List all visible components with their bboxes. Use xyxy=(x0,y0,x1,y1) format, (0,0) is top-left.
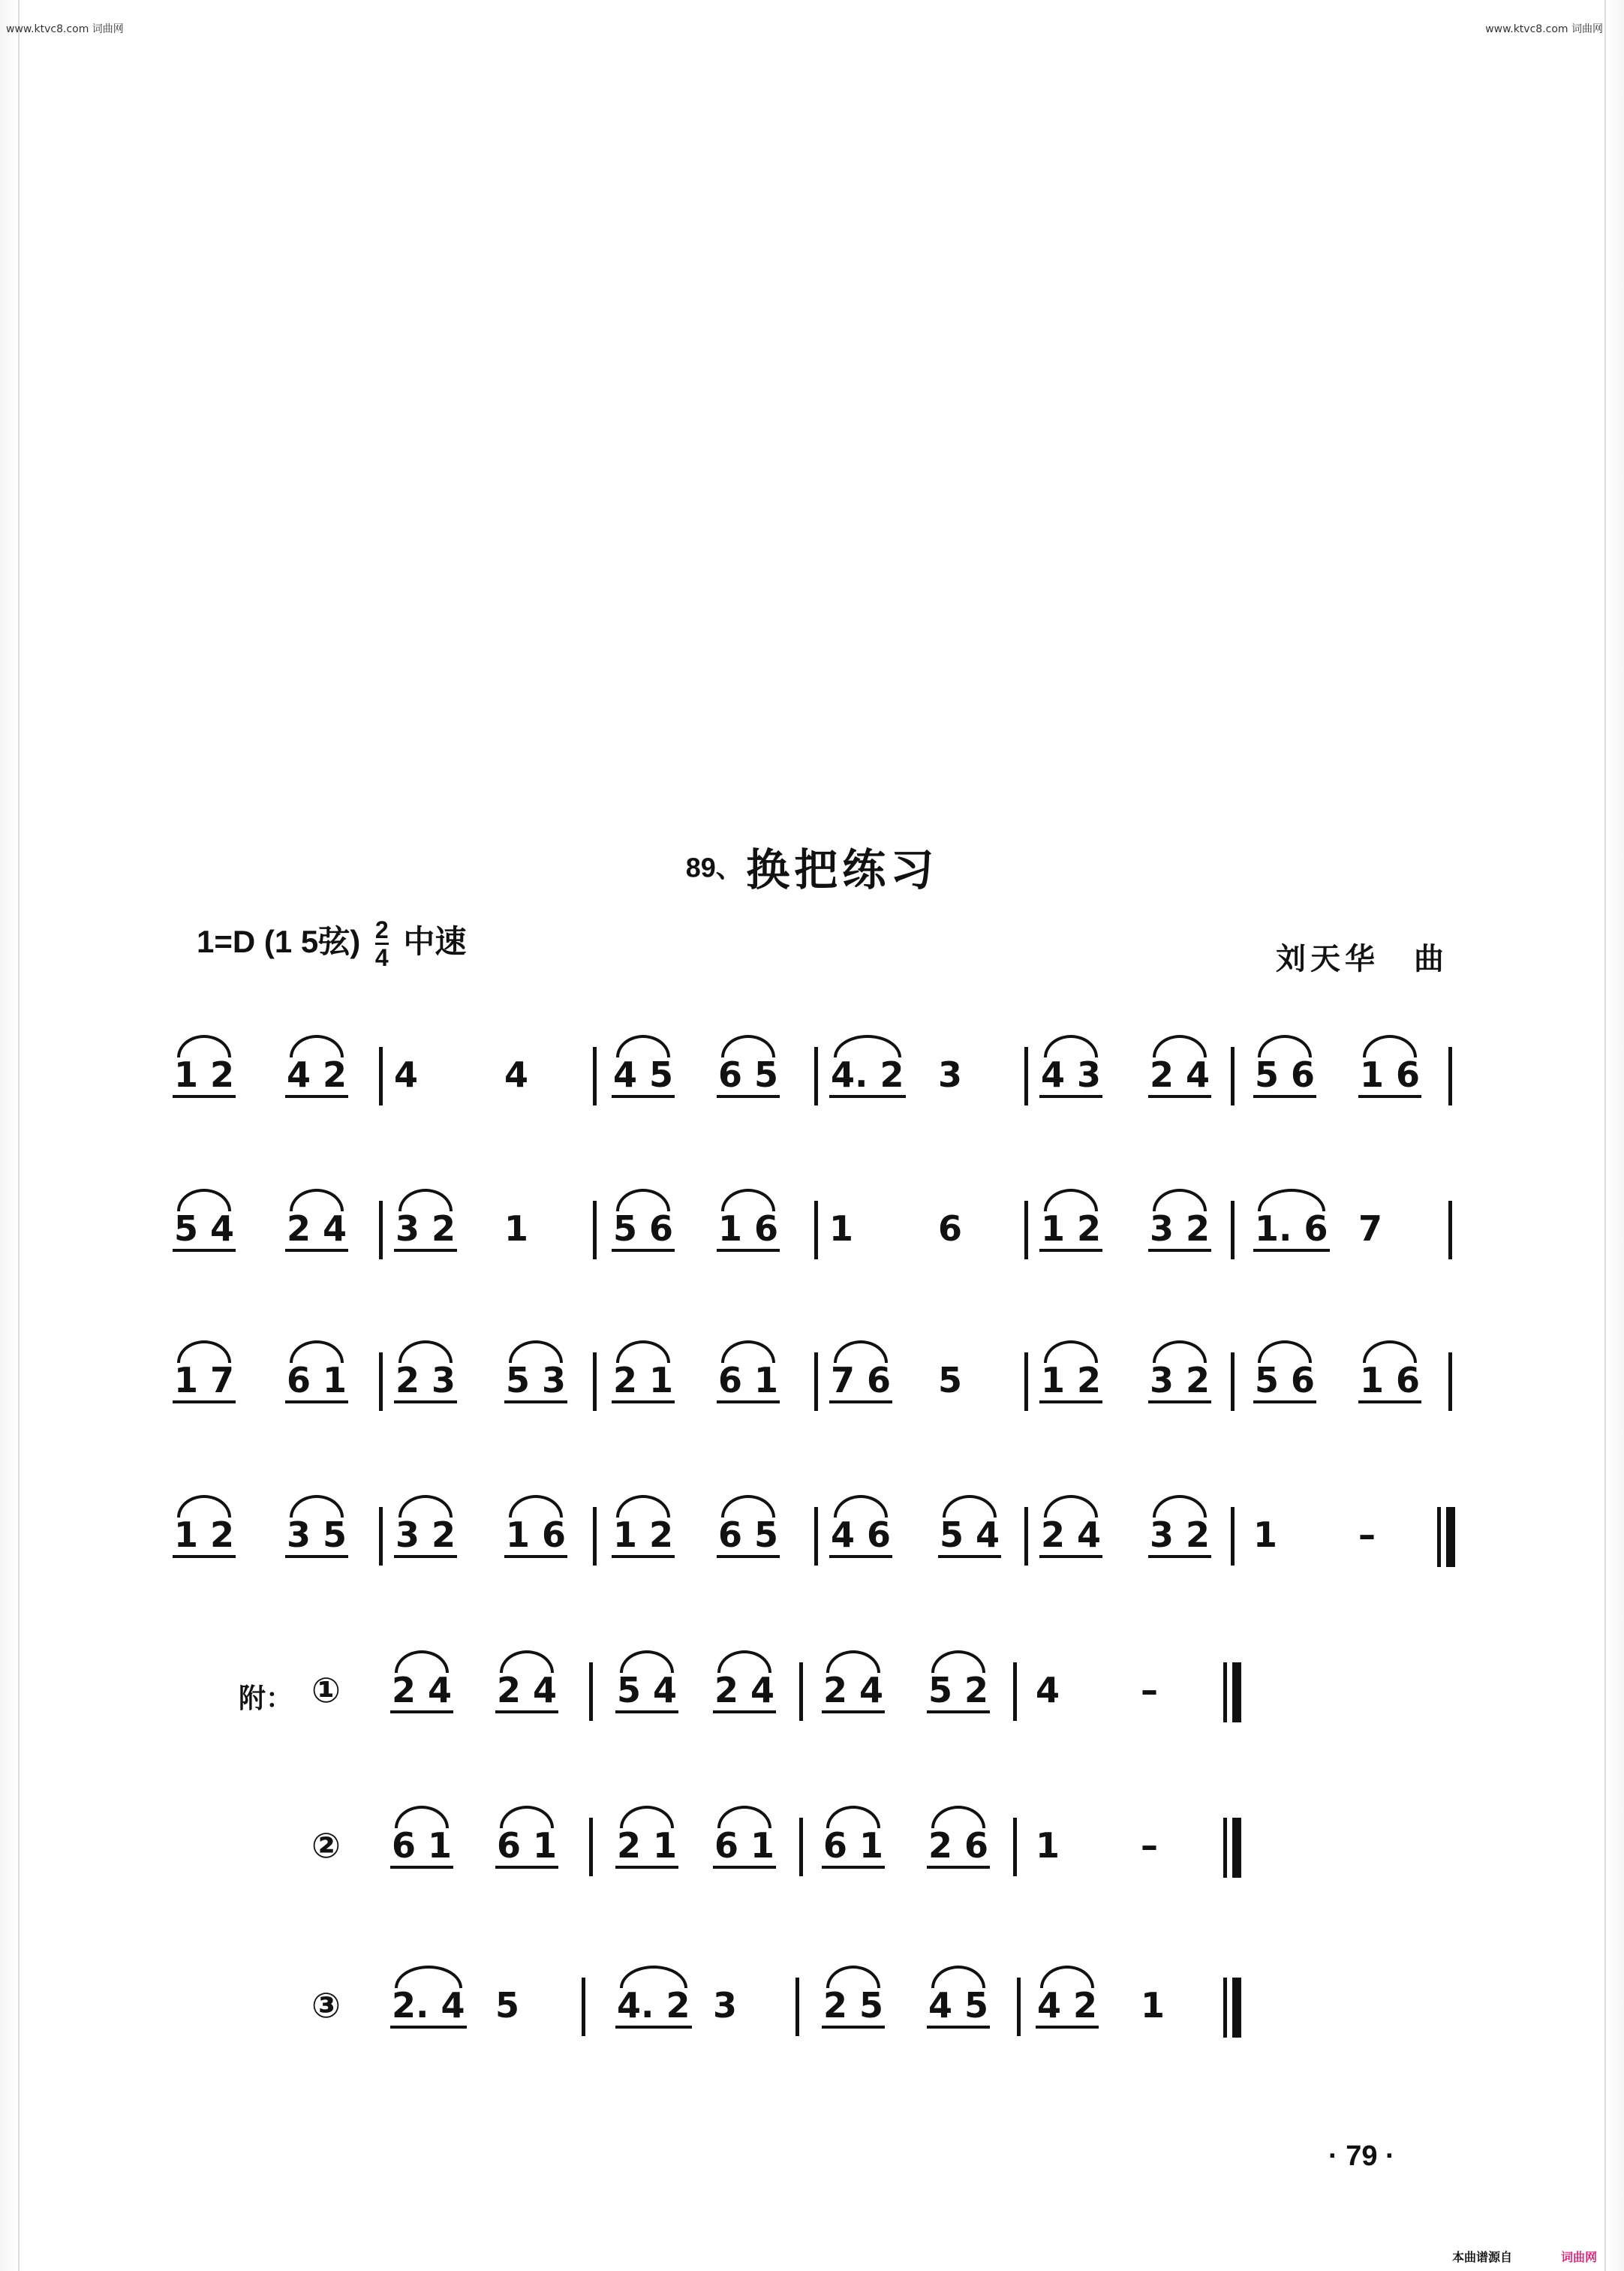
title-name: 换把练习 xyxy=(746,844,939,895)
note-group: 1 2 xyxy=(1039,1360,1102,1403)
note-group: 1 xyxy=(1036,1825,1060,1866)
note-group: 1 xyxy=(504,1208,529,1249)
note-group: 1 2 xyxy=(1039,1208,1102,1252)
note-group: 1 2 xyxy=(173,1054,236,1098)
appendix-number: ③ xyxy=(311,1985,341,2026)
note-group: 7 xyxy=(1358,1208,1383,1249)
note-group: 6 1 xyxy=(717,1360,780,1403)
barline xyxy=(593,1047,597,1105)
note-group: – xyxy=(1141,1825,1158,1866)
note-group: 1 6 xyxy=(717,1208,780,1252)
note-group: 3 xyxy=(713,1985,738,2026)
note-group: 5 4 xyxy=(615,1670,678,1713)
note-group: 1 xyxy=(829,1208,854,1249)
appendix-number: ② xyxy=(311,1825,341,1866)
barline xyxy=(379,1352,383,1411)
note-group: – xyxy=(1141,1670,1158,1710)
note-group: 4 xyxy=(1036,1670,1060,1710)
note-group: 4 3 xyxy=(1039,1054,1102,1098)
note-group: 3 2 xyxy=(394,1515,457,1558)
note-group: 5 6 xyxy=(1253,1054,1316,1098)
note-group: 2 4 xyxy=(495,1670,558,1713)
barline xyxy=(589,1662,593,1721)
note-group: 3 2 xyxy=(1148,1515,1211,1558)
barline xyxy=(1024,1201,1028,1259)
note-group: 2 4 xyxy=(1039,1515,1102,1558)
barline xyxy=(799,1662,803,1721)
note-group: 2 3 xyxy=(394,1360,457,1403)
barline xyxy=(1448,1047,1452,1105)
note-group: 1 xyxy=(1253,1515,1278,1555)
note-group: 5 3 xyxy=(504,1360,567,1403)
barline xyxy=(814,1352,818,1411)
note-group: 5 6 xyxy=(1253,1360,1316,1403)
appendix-number: ① xyxy=(311,1670,341,1710)
note-group: 1 2 xyxy=(173,1515,236,1558)
barline xyxy=(1024,1047,1028,1105)
barline xyxy=(1231,1047,1235,1105)
note-group: 6 1 xyxy=(495,1825,558,1869)
barline xyxy=(1448,1201,1452,1259)
key-signature xyxy=(197,917,466,970)
note-group: 2 4 xyxy=(822,1670,885,1713)
note-group: 6 1 xyxy=(822,1825,885,1869)
watermark-right: www.ktvc8.com 词曲网 xyxy=(1485,23,1603,35)
note-group: 1 7 xyxy=(173,1360,236,1403)
note-group: 3 2 xyxy=(394,1208,457,1252)
barline xyxy=(593,1352,597,1411)
score-title xyxy=(0,835,1624,898)
note-group: 4. 2 xyxy=(615,1985,692,2029)
time-bottom: 4 xyxy=(374,944,389,972)
note-group: 2 1 xyxy=(615,1825,678,1869)
note-group: 6 xyxy=(938,1208,963,1249)
barline xyxy=(1231,1352,1235,1411)
barline xyxy=(1017,1978,1021,2036)
note-group: 1 2 xyxy=(612,1515,675,1558)
note-group: 5 6 xyxy=(612,1208,675,1252)
barline xyxy=(593,1507,597,1566)
barline xyxy=(589,1818,593,1876)
barline xyxy=(1231,1507,1235,1566)
note-group: 4 6 xyxy=(829,1515,892,1558)
note-group: 3 xyxy=(938,1054,963,1095)
note-group: 4 xyxy=(504,1054,529,1095)
note-group: 6 5 xyxy=(717,1054,780,1098)
left-page-edge xyxy=(0,0,20,2271)
note-group: 4 xyxy=(394,1054,419,1095)
note-group: 1 6 xyxy=(504,1515,567,1558)
note-group: 3 2 xyxy=(1148,1208,1211,1252)
footer-site: 词曲网 xyxy=(1561,2251,1598,2264)
note-group: 5 2 xyxy=(927,1670,990,1713)
barline xyxy=(593,1201,597,1259)
barline xyxy=(582,1978,585,2036)
note-group: 5 xyxy=(938,1360,963,1400)
barline xyxy=(1448,1352,1452,1411)
note-group: 2 4 xyxy=(1148,1054,1211,1098)
note-group: 4. 2 xyxy=(829,1054,906,1098)
barline xyxy=(814,1201,818,1259)
note-group: 7 6 xyxy=(829,1360,892,1403)
page-number: · 79 · xyxy=(1328,2140,1395,2172)
note-group: 5 4 xyxy=(938,1515,1001,1558)
barline xyxy=(379,1201,383,1259)
note-group: 6 1 xyxy=(390,1825,453,1869)
time-signature xyxy=(375,917,389,970)
note-group: 6 1 xyxy=(713,1825,776,1869)
note-group: 4 2 xyxy=(1036,1985,1099,2029)
note-group: 1 6 xyxy=(1358,1360,1421,1403)
tempo-marking: 中速 xyxy=(403,924,467,959)
barline xyxy=(379,1507,383,1566)
barline xyxy=(379,1047,383,1105)
barline xyxy=(1024,1507,1028,1566)
note-group: 2 5 xyxy=(822,1985,885,2029)
note-group: 2 4 xyxy=(713,1670,776,1713)
key-prefix: 1=D (1 5弦) xyxy=(197,924,361,959)
note-group: – xyxy=(1358,1515,1376,1555)
note-group: 6 5 xyxy=(717,1515,780,1558)
note-group: 5 xyxy=(495,1985,520,2026)
watermark-left: www.ktvc8.com 词曲网 xyxy=(6,23,124,35)
note-group: 2 1 xyxy=(612,1360,675,1403)
appendix-label: 附： xyxy=(239,1683,293,1714)
barline xyxy=(1013,1662,1017,1721)
note-group: 3 2 xyxy=(1148,1360,1211,1403)
barline xyxy=(795,1978,799,2036)
note-group: 6 1 xyxy=(285,1360,348,1403)
note-group: 3 5 xyxy=(285,1515,348,1558)
note-group: 1 xyxy=(1141,1985,1165,2026)
barline xyxy=(799,1818,803,1876)
note-group: 1 6 xyxy=(1358,1054,1421,1098)
time-top: 2 xyxy=(374,916,389,944)
right-page-edge xyxy=(1604,0,1624,2271)
note-group: 1. 6 xyxy=(1253,1208,1330,1252)
note-group: 2. 4 xyxy=(390,1985,467,2029)
barline xyxy=(814,1507,818,1566)
note-group: 5 4 xyxy=(173,1208,236,1252)
barline xyxy=(1231,1201,1235,1259)
note-group: 4 2 xyxy=(285,1054,348,1098)
barline xyxy=(1024,1352,1028,1411)
footer-source: 本曲谱源自 xyxy=(1452,2251,1513,2264)
note-group: 2 4 xyxy=(285,1208,348,1252)
note-group: 4 5 xyxy=(927,1985,990,2029)
composer: 刘天华 曲 xyxy=(1276,942,1448,976)
title-number: 89、 xyxy=(685,852,743,883)
barline xyxy=(814,1047,818,1105)
barline xyxy=(1013,1818,1017,1876)
note-group: 4 5 xyxy=(612,1054,675,1098)
note-group: 2 4 xyxy=(390,1670,453,1713)
note-group: 2 6 xyxy=(927,1825,990,1869)
